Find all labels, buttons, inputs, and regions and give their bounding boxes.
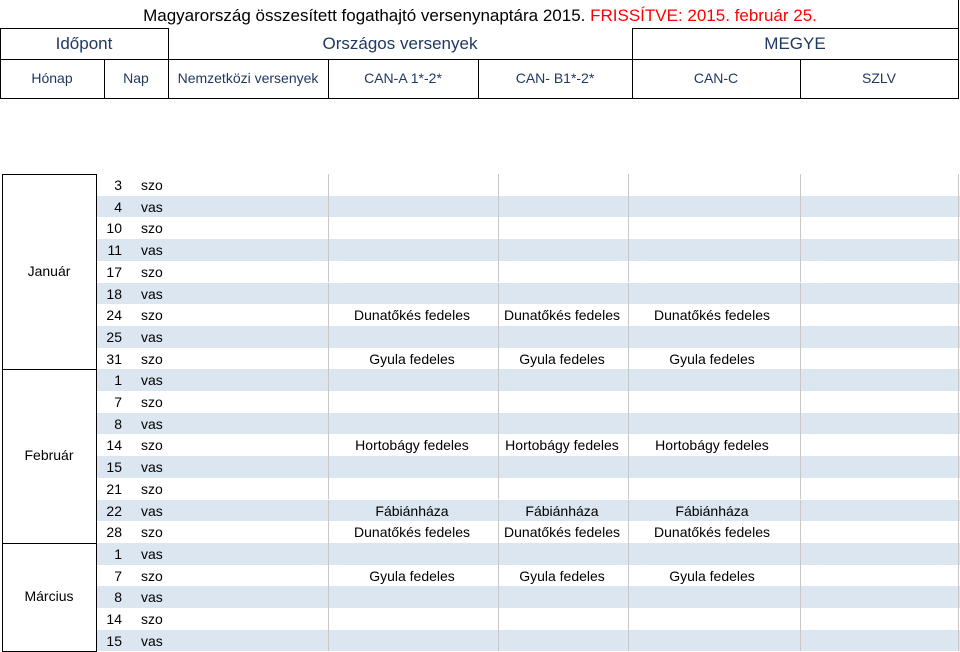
header-line [104,59,105,99]
cell-border [958,434,959,456]
cell-border [628,348,629,370]
cell-border [628,196,629,218]
day-name: vas [141,415,163,432]
cell-border [498,369,499,391]
cell-border [958,326,959,348]
cell-border [800,521,801,543]
cell-border [628,174,629,196]
cell-border [958,586,959,608]
cell-border [628,239,629,261]
cell-border [328,391,329,413]
month-label: Március [24,588,74,605]
day-name: szo [141,263,163,280]
day-name: szo [141,611,163,627]
event-can-c [627,217,797,239]
event-can-c [627,261,797,283]
day-name: szo [141,350,163,367]
cell-border [958,456,959,478]
calendar-row [97,434,960,456]
calendar-row [97,608,960,630]
day-name: szo [141,567,163,584]
event-can-b [477,543,647,565]
cell-border [800,543,801,565]
event-can-c [627,630,797,652]
cell-border [800,348,801,370]
cell-border [628,500,629,522]
day-name: vas [141,545,163,562]
cell-border [958,196,959,218]
event-can-a [327,217,497,239]
cell-border [498,434,499,456]
event-can-a [327,543,497,565]
cell-border [800,391,801,413]
cell-border [328,239,329,261]
event-can-b: Dunatőkés fedeles [504,307,620,324]
cell-border [958,261,959,283]
col-can-b: CAN- B1*-2* [515,70,595,86]
day-name: vas [141,632,163,649]
cell-border [498,217,499,239]
calendar-row [97,261,960,283]
event-can-a: Fábiánháza [375,502,449,519]
day-name: szo [141,177,163,193]
cell-border [498,521,499,543]
day-name: szo [141,480,163,497]
cell-border [328,586,329,608]
cell-border [800,326,801,348]
event-can-b [477,261,647,283]
cell-border [628,630,629,652]
cell-border [628,608,629,630]
cell-border [800,586,801,608]
header-megye: MEGYE [764,34,826,53]
cell-border [958,478,959,500]
event-can-b: Dunatőkés fedeles [504,524,620,541]
day-number: 14 [106,611,122,627]
cell-border [628,521,629,543]
cell-border [800,500,801,522]
header-idopont: Időpont [55,34,113,53]
header-group-row [0,29,960,59]
event-can-a [327,174,497,196]
cell-border [800,608,801,630]
cell-border [800,283,801,305]
day-name: vas [141,242,163,259]
cell-border [800,369,801,391]
day-number: 24 [106,307,122,324]
header-line [632,28,959,29]
event-can-b: Hortobágy fedeles [505,437,619,454]
cell-border [498,543,499,565]
cell-border [328,196,329,218]
col-szlv: SZLV [862,70,896,86]
header-line [328,59,329,99]
cell-border [800,478,801,500]
day-name: vas [141,372,163,389]
cell-border [958,217,959,239]
calendar-row [97,543,960,565]
cell-border [958,500,959,522]
cell-border [328,217,329,239]
cell-border [800,239,801,261]
day-name: szo [141,220,163,237]
col-can-c: CAN-C [693,70,739,86]
event-can-a [327,630,497,652]
col-nap: Nap [123,70,149,86]
cell-border [328,608,329,630]
event-can-c [627,456,797,478]
cell-border [628,283,629,305]
event-can-c: Gyula fedeles [669,567,755,584]
event-can-c [627,239,797,261]
event-can-b [477,217,647,239]
day-number: 10 [106,220,122,237]
cell-border [958,348,959,370]
cell-border [328,326,329,348]
event-can-a [327,326,497,348]
page-title [0,6,960,28]
calendar-row [97,348,960,370]
col-can-a: CAN-A 1*-2* [364,70,442,86]
cell-border [800,304,801,326]
cell-border [498,196,499,218]
event-can-b [477,478,647,500]
calendar-row [97,326,960,348]
cell-border [958,174,959,196]
event-can-a [327,239,497,261]
header-line [0,28,168,29]
cell-border [800,565,801,587]
cell-border [498,283,499,305]
day-number: 4 [114,198,122,215]
col-honap: Hónap [31,70,73,86]
calendar-row [97,283,960,305]
calendar-row [97,304,960,326]
cell-border [328,630,329,652]
day-number: 8 [114,589,122,606]
day-number: 3 [114,177,122,193]
cell-border [958,543,959,565]
event-can-b [477,283,647,305]
event-can-c [627,174,797,196]
calendar-row [97,456,960,478]
day-name: vas [141,589,163,606]
day-number: 15 [106,459,122,476]
calendar-row [97,369,960,391]
event-can-a [327,261,497,283]
event-can-a [327,456,497,478]
cell-border [328,283,329,305]
event-can-c [627,196,797,218]
cell-border [628,217,629,239]
event-can-c: Dunatőkés fedeles [654,524,770,541]
cell-border [498,478,499,500]
calendar-row [97,586,960,608]
cell-border [498,239,499,261]
title-text: Magyarország összesített fogathajtó versenynaptára 2015. [143,6,586,25]
day-name: szo [141,394,163,410]
header-line [0,28,1,99]
cell-border [628,543,629,565]
event-can-c: Fábiánháza [675,502,749,519]
event-can-b: Fábiánháza [525,502,599,519]
cell-border [328,500,329,522]
day-name: vas [141,198,163,215]
cell-border [328,521,329,543]
event-can-a: Gyula fedeles [369,567,455,584]
day-number: 28 [106,524,122,541]
cell-border [958,413,959,435]
cell-border [498,261,499,283]
event-can-c [627,326,797,348]
cell-border [628,304,629,326]
event-can-b [477,391,647,413]
event-can-a: Dunatőkés fedeles [354,307,470,324]
event-can-b [477,413,647,435]
cell-border [958,283,959,305]
cell-border [628,413,629,435]
event-can-a [327,608,497,630]
cell-border [628,434,629,456]
cell-border [328,261,329,283]
cell-border [498,326,499,348]
day-number: 17 [106,263,122,280]
cell-border [498,304,499,326]
event-can-a [327,391,497,413]
event-can-a [327,369,497,391]
header-line [0,59,959,60]
cell-border [958,369,959,391]
event-can-b [477,586,647,608]
event-can-c [627,283,797,305]
cell-border [498,413,499,435]
event-can-a [327,413,497,435]
day-number: 7 [114,567,122,584]
day-number: 31 [106,350,122,367]
cell-border [498,500,499,522]
cell-border [328,543,329,565]
cell-border [328,565,329,587]
header-line [168,28,169,99]
event-can-c: Dunatőkés fedeles [654,307,770,324]
day-name: szo [141,437,163,454]
cell-border [628,565,629,587]
event-can-c: Hortobágy fedeles [655,437,769,454]
event-can-b [477,369,647,391]
calendar-row [97,196,960,218]
day-number: 15 [106,632,122,649]
month-label: Február [24,447,74,464]
event-can-c: Gyula fedeles [669,350,755,367]
day-number: 22 [106,502,122,519]
calendar-row [97,478,960,500]
day-name: vas [141,285,163,302]
day-name: vas [141,459,163,476]
cell-border [498,608,499,630]
day-name: vas [141,502,163,519]
cell-border [628,478,629,500]
cell-border [328,478,329,500]
event-can-a: Hortobágy fedeles [355,437,469,454]
cell-border [800,456,801,478]
event-can-b [477,630,647,652]
event-can-a [327,196,497,218]
event-can-a: Gyula fedeles [369,350,455,367]
cell-border [958,565,959,587]
header-column-row [0,59,960,98]
event-can-c [627,391,797,413]
day-number: 25 [106,328,122,345]
event-can-c [627,478,797,500]
cell-border [800,413,801,435]
cell-border [498,391,499,413]
cell-border [328,456,329,478]
month-label: Január [27,262,71,279]
calendar-row [97,500,960,522]
day-name: vas [141,328,163,345]
event-can-a: Dunatőkés fedeles [354,524,470,541]
header-orszagos: Országos versenyek [322,34,478,53]
day-number: 21 [106,480,122,497]
header-line [800,59,801,99]
updated-date: FRISSÍTVE: 2015. február 25. [590,6,817,25]
event-can-b: Gyula fedeles [519,567,605,584]
day-number: 14 [106,437,122,454]
cell-border [958,304,959,326]
calendar-row [97,521,960,543]
cell-border [328,348,329,370]
cell-border [498,348,499,370]
day-number: 11 [107,242,122,259]
cell-border [800,174,801,196]
cell-border [628,326,629,348]
cell-border [328,434,329,456]
cell-border [800,196,801,218]
event-can-b [477,239,647,261]
event-can-c [627,608,797,630]
cell-border [328,413,329,435]
cell-border [958,608,959,630]
cell-border [800,217,801,239]
event-can-c [627,586,797,608]
cell-border [628,369,629,391]
event-can-b [477,326,647,348]
cell-border [958,521,959,543]
col-nemzetkozi: Nemzetközi versenyek [177,70,319,86]
event-can-c [627,413,797,435]
calendar-row [97,413,960,435]
day-number: 7 [114,394,122,410]
event-can-b [477,456,647,478]
cell-border [498,174,499,196]
day-number: 18 [106,285,122,302]
cell-border [800,261,801,283]
day-name: szo [141,307,163,324]
event-can-a [327,586,497,608]
event-can-a [327,478,497,500]
cell-border [628,456,629,478]
event-can-b: Gyula fedeles [519,350,605,367]
cell-border [800,630,801,652]
event-can-c [627,369,797,391]
cell-border [498,456,499,478]
event-can-b [477,174,647,196]
header-line [632,28,633,99]
header-line [478,59,479,99]
cell-border [958,630,959,652]
cell-border [628,586,629,608]
cell-border [498,565,499,587]
cell-border [958,239,959,261]
cell-border [328,304,329,326]
day-number: 8 [114,415,122,432]
calendar-row [97,217,960,239]
event-can-c [627,543,797,565]
cell-border [498,586,499,608]
calendar-row [97,174,960,196]
day-number: 1 [114,545,122,562]
event-can-b [477,196,647,218]
cell-border [498,630,499,652]
cell-border [328,174,329,196]
header-line [0,98,959,99]
calendar-row [97,565,960,587]
day-number: 1 [114,372,122,389]
header-line [958,0,959,99]
cell-border [958,391,959,413]
cell-border [328,369,329,391]
calendar-row [97,391,960,413]
calendar-row [97,239,960,261]
calendar-row [97,630,960,652]
event-can-a [327,283,497,305]
day-name: szo [141,524,163,541]
cell-border [628,261,629,283]
cell-border [800,434,801,456]
cell-border [628,391,629,413]
event-can-b [477,608,647,630]
